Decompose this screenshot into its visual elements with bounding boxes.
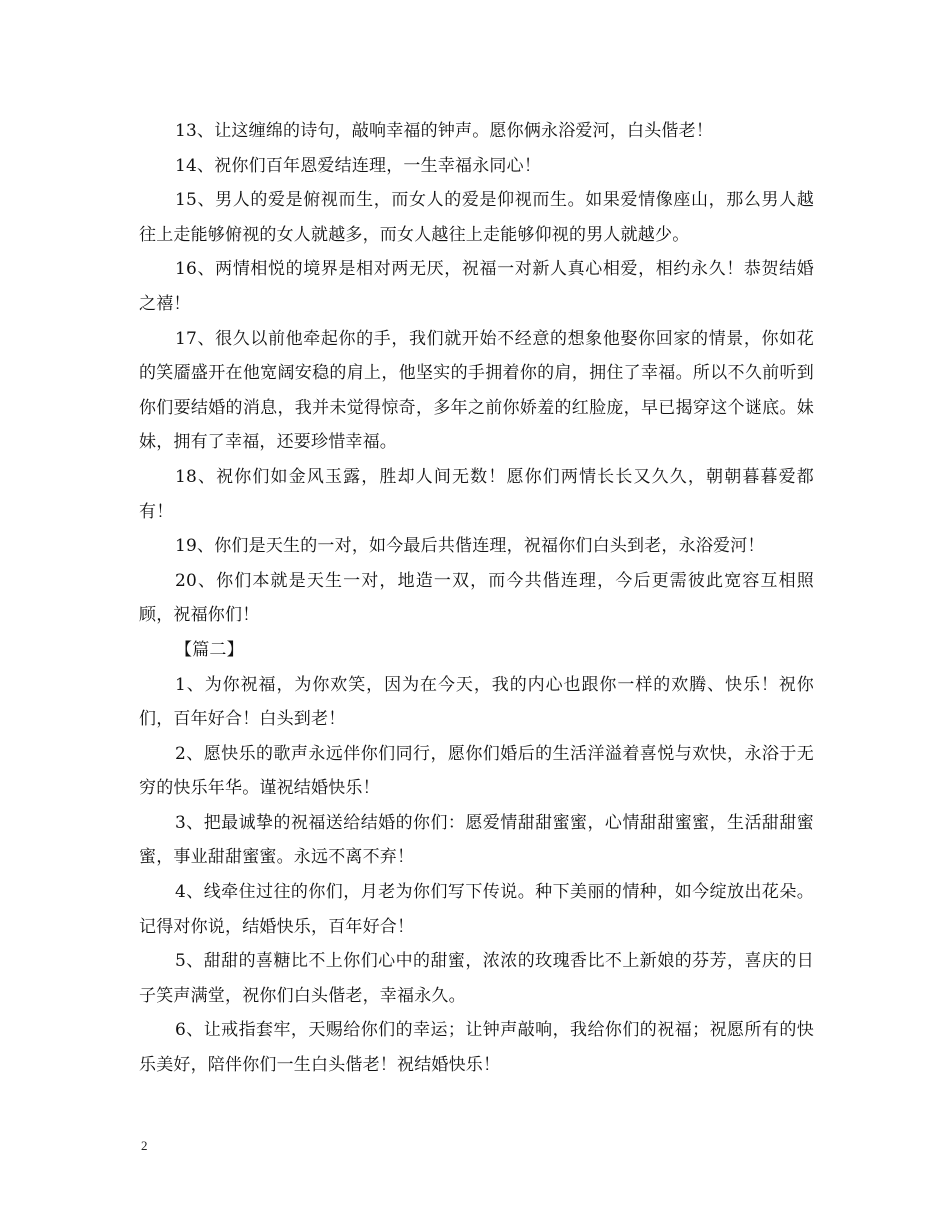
paragraph: 18、祝你们如金风玉露，胜却人间无数！愿你们两情长长又久久，朝朝暮暮爱都有！ [139, 466, 814, 522]
paragraph: 20、你们本就是天生一对，地造一双，而今共偕连理，今后更需彼此宽容互相照顾，祝福你们！ [139, 570, 814, 626]
paragraph: 16、两情相悦的境界是相对两无厌，祝福一对新人真心相爱，相约永久！恭贺结婚之禧！ [139, 259, 814, 314]
page-number: 2 [141, 1138, 148, 1153]
document-body [139, 114, 814, 1083]
paragraph: 17、很久以前他牵起你的手，我们就开始不经意的想象他娶你回家的情景，你如花的笑靥盛开在他宽阔安稳的肩上，他坚实的手拥着你的肩，拥住了幸福。所以不久前听到你们要结婚的消息，我并未觉得惊奇，多年之前你娇羞的红脸庞，早已揭穿这个谜底。妹妹，拥有了幸福，还要珍惜幸福。 [139, 328, 814, 453]
paragraph: 3、把最诚挚的祝福送给结婚的你们：愿爱情甜甜蜜蜜，心情甜甜蜜蜜，生活甜甜蜜蜜，事业甜甜蜜蜜。永远不离不弃！ [139, 812, 814, 868]
paragraph: 19、你们是天生的一对，如今最后共偕连理，祝福你们白头到老，永浴爱河！ [175, 536, 765, 557]
paragraph: 2、愿快乐的歌声永远伴你们同行，愿你们婚后的生活洋溢着喜悦与欢快，永浴于无穷的快乐年华。谨祝结婚快乐！ [139, 743, 814, 799]
paragraph: 1、为你祝福，为你欢笑，因为在今天，我的内心也跟你一样的欢腾、快乐！祝你们，百年好合！白头到老！ [139, 674, 814, 730]
paragraph: 6、让戒指套牢，天赐给你们的幸运；让钟声敲响，我给你们的祝福；祝愿所有的快乐美好，陪伴你们一生白头偕老！祝结婚快乐！ [139, 1020, 814, 1076]
paragraph: 5、甜甜的喜糖比不上你们心中的甜蜜，浓浓的玫瑰香比不上新娘的芬芳，喜庆的日子笑声满堂，祝你们白头偕老，幸福永久。 [139, 951, 814, 1006]
paragraph: 15、男人的爱是俯视而生，而女人的爱是仰视而生。如果爱情像座山，那么男人越往上走能够俯视的女人就越多，而女人越往上走能够仰视的男人就越少。 [139, 190, 814, 245]
paragraph: 14、祝你们百年恩爱结连理，一生幸福永同心！ [175, 155, 542, 176]
section-heading: 【篇二】 [175, 639, 244, 660]
paragraph: 4、线牵住过往的你们，月老为你们写下传说。种下美丽的情种，如今绽放出花朵。记得对你说，结婚快乐，百年好合！ [139, 882, 814, 937]
paragraph: 13、让这缠绵的诗句，敲响幸福的钟声。愿你俩永浴爱河，白头偕老！ [175, 121, 714, 141]
